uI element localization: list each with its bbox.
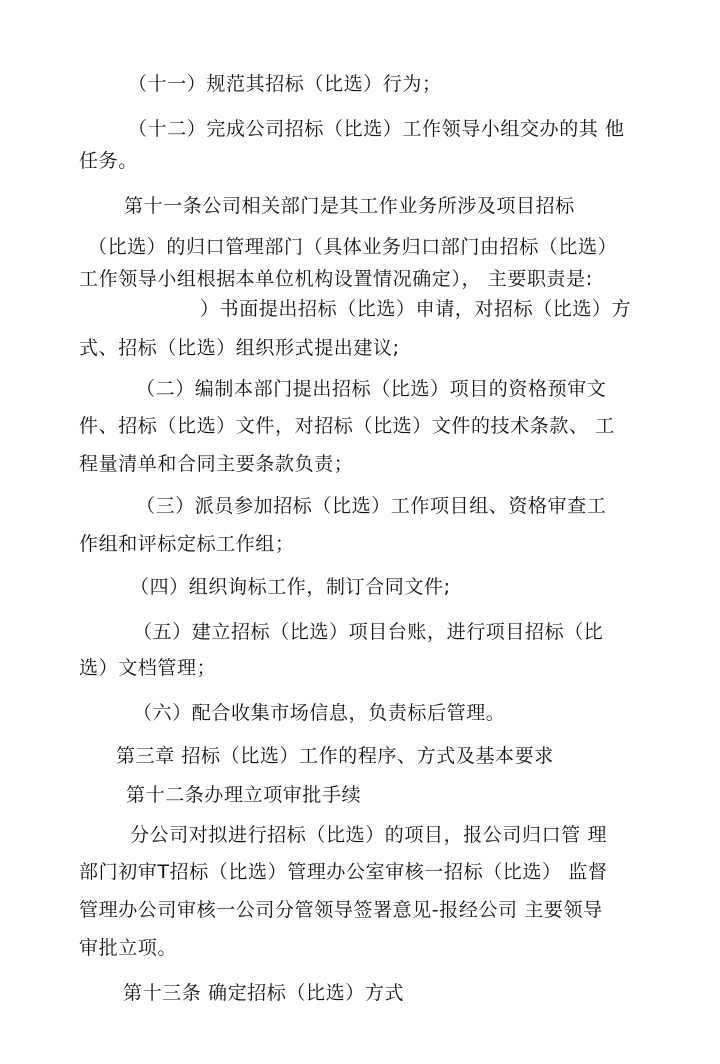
clause-11-line: （十一）规范其招标（比选）行为； (128, 73, 442, 95)
article-11-line-3: 工作领导小组根据本单位机构设置情况确定）， 主要职责是: (79, 268, 593, 290)
article-13-heading: 第十三条 确定招标（比选）方式 (123, 982, 405, 1004)
article-12-body-line-3: 管理办公司审核一公司分管领导签署意见-报经公司 主要领导 (79, 899, 603, 921)
article-12-body-line-2: 部门初审T招标（比选）管理办公室审核一招标（比选） 监督 (79, 861, 608, 883)
article-12-heading: 第十二条办理立项审批手续 (126, 784, 362, 806)
duty-1-line: ）书面提出招标（比选）申请，对招标（比选）方 (200, 298, 632, 320)
duty-3-continuation: 作组和评标定标工作组； (79, 533, 295, 555)
article-11-line-2: （比选）的归口管理部门（具体业务归口部门由招标（比选） (88, 236, 618, 258)
duty-2-continuation-1: 件、招标（比选）文件，对招标（比选）文件的技术条款、 工 (79, 415, 615, 437)
duty-5-continuation: 选）文档管理； (79, 657, 217, 679)
clause-12-continuation: 任务。 (79, 150, 138, 172)
article-12-body-line-4: 审批立项。 (79, 937, 178, 959)
article-12-body-line-1: 分公司对拟进行招标（比选）的项目，报公司归口管 理 (130, 824, 608, 846)
duty-6-line: （六）配合收集市场信息，负责标后管理。 (133, 702, 506, 724)
chapter-3-heading: 第三章 招标（比选）工作的程序、方式及基本要求 (116, 745, 554, 767)
duty-2-continuation-2: 程量清单和合同主要条款负责； (79, 453, 354, 475)
duty-2-line: （二）编制本部门提出招标（比选）项目的资格预审文 (136, 378, 607, 400)
duty-1-continuation: 式、招标（比选）组织形式提出建议; (79, 337, 400, 359)
clause-12-line: （十二）完成公司招标（比选）工作领导小组交办的其 他 (128, 118, 625, 140)
duty-3-line: （三）派员参加招标（比选）工作项目组、资格审查工 (136, 495, 607, 517)
duty-4-line: （四）组织询标工作，制订合同文件; (130, 576, 451, 598)
duty-5-line: （五）建立招标（比选）项目台账，进行项目招标（比 (133, 621, 604, 643)
article-11-heading: 第十一条公司相关部门是其工作业务所涉及项目招标 (124, 195, 575, 217)
